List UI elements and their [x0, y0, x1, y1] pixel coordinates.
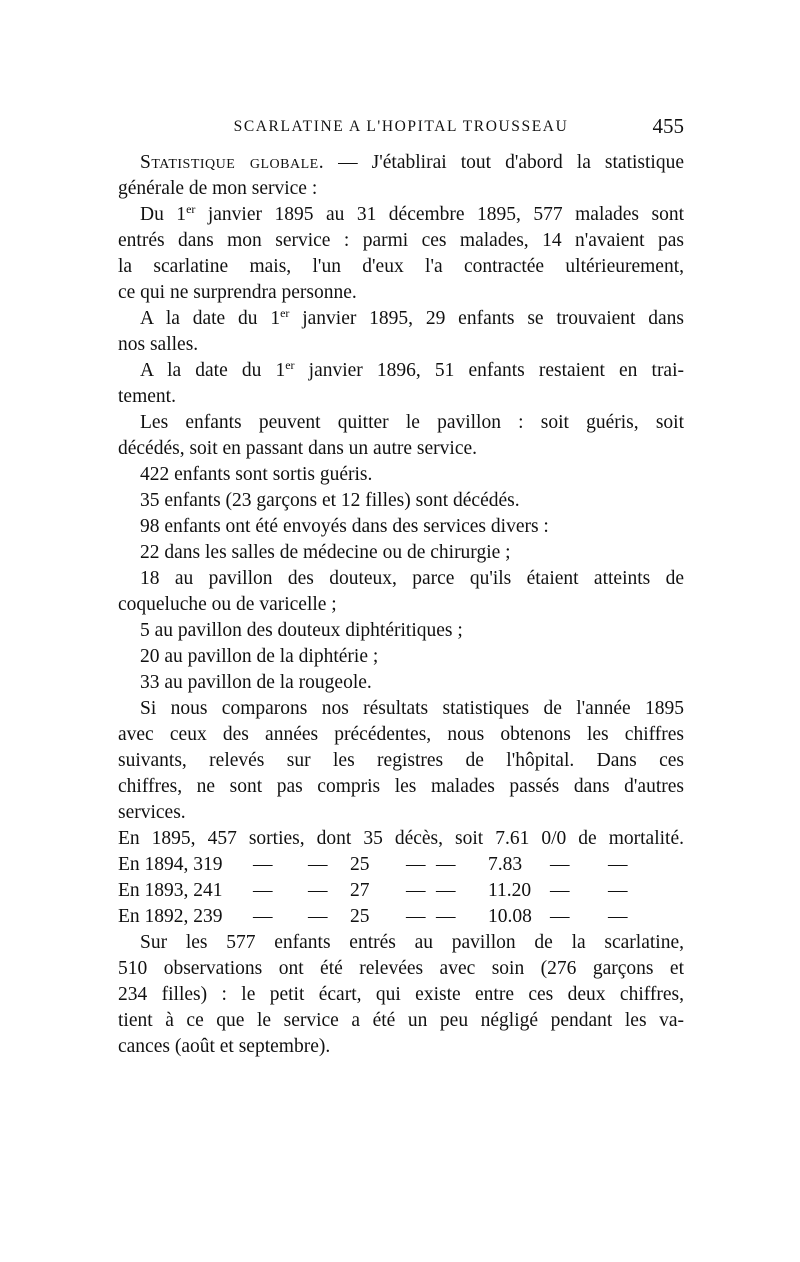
- paragraph-line: ce qui ne surprendra personne.: [118, 282, 357, 303]
- paragraph-line: générale de mon service :: [118, 178, 318, 199]
- table-cell: En 1894, 319: [118, 854, 223, 875]
- table-cell: —: [406, 854, 426, 875]
- table-cell: —: [308, 854, 328, 875]
- paragraph-line: services.: [118, 802, 186, 823]
- text-run: janvier 1896, 51 enfants restaient en trai-: [294, 360, 685, 381]
- text-run: A la date du 1: [140, 360, 286, 381]
- paragraph-line: avec ceux des années précédentes, nous obtenons les chiffres: [118, 724, 684, 745]
- list-item: 20 au pavillon de la diphtérie ;: [140, 646, 379, 667]
- paragraph-line: [118, 150, 684, 176]
- running-header: [118, 114, 684, 140]
- paragraph-line: nos salles.: [118, 334, 199, 355]
- superscript: er: [186, 202, 196, 216]
- paragraph-line: Sur les 577 enfants entrés au pavillon de la scarlatine,: [140, 932, 684, 953]
- table-cell: 25: [350, 854, 370, 875]
- table-cell: —: [608, 906, 628, 927]
- table-row: [118, 878, 684, 904]
- paragraph-line: 234 filles) : le petit écart, qui existe entre ces deux chiffres,: [118, 984, 684, 1005]
- paragraph-line: cances (août et septembre).: [118, 1036, 331, 1057]
- list-item: 18 au pavillon des douteux, parce qu'ils étaient atteints de: [140, 568, 684, 589]
- table-cell: 27: [350, 880, 370, 901]
- table-cell: —: [308, 906, 328, 927]
- text-run: A la date du 1: [140, 308, 281, 329]
- paragraph-line: tient à ce que le service a été un peu négligé pendant les va-: [118, 1010, 684, 1031]
- table-cell: En 1893, 241: [118, 880, 223, 901]
- paragraph-line: entrés dans mon service : parmi ces malades, 14 n'avaient pas: [118, 230, 684, 251]
- list-item: 98 enfants ont été envoyés dans des services divers :: [140, 516, 549, 537]
- table-cell: —: [308, 880, 328, 901]
- table-row: [118, 852, 684, 878]
- superscript: er: [285, 358, 295, 372]
- list-item: 33 au pavillon de la rougeole.: [140, 672, 372, 693]
- table-cell: —: [550, 854, 570, 875]
- page-number: 455: [652, 114, 684, 138]
- table-cell: En 1892, 239: [118, 906, 223, 927]
- table-cell: —: [436, 880, 456, 901]
- paragraph-line: chiffres, ne sont pas compris les malades passés dans d'autres: [118, 776, 684, 797]
- table-cell: —: [406, 880, 426, 901]
- paragraph-line: 510 observations ont été relevées avec soin (276 garçons et: [118, 958, 684, 979]
- table-cell: —: [253, 854, 273, 875]
- table-cell: —: [406, 906, 426, 927]
- text-run: — J'établirai tout d'abord la statistique: [324, 152, 684, 173]
- paragraph-line: décédés, soit en passant dans un autre service.: [118, 438, 477, 459]
- list-item: 35 enfants (23 garçons et 12 filles) sont décédés.: [140, 490, 520, 511]
- paragraph-line: tement.: [118, 386, 176, 407]
- table-cell: 10.08: [488, 906, 532, 927]
- superscript: er: [280, 306, 290, 320]
- table-cell: —: [436, 854, 456, 875]
- text-run: Du 1: [140, 204, 187, 225]
- page-body: [118, 150, 684, 1060]
- table-cell: 25: [350, 906, 370, 927]
- list-item: 422 enfants sont sortis guéris.: [140, 464, 373, 485]
- table-cell: —: [253, 906, 273, 927]
- table-cell: 7.83: [488, 854, 523, 875]
- table-row: En 1895, 457 sorties, dont 35 décès, soit 7.61 0/0 de mortalité.: [118, 828, 684, 849]
- table-cell: —: [550, 906, 570, 927]
- mortality-table: [118, 826, 684, 930]
- table-cell: —: [253, 880, 273, 901]
- table-cell: —: [550, 880, 570, 901]
- running-title: SCARLATINE A L'HOPITAL TROUSSEAU: [233, 118, 569, 135]
- paragraph-line: la scarlatine mais, l'un d'eux l'a contractée ultérieurement,: [118, 256, 684, 277]
- list-item: coqueluche ou de varicelle ;: [118, 594, 337, 615]
- paragraph-line: [118, 306, 684, 332]
- table-row: [118, 904, 684, 930]
- paragraph-line: [118, 202, 684, 228]
- paragraph-line: [118, 358, 684, 384]
- paragraph-line: Les enfants peuvent quitter le pavillon : soit guéris, soit: [140, 412, 684, 433]
- list-item: 5 au pavillon des douteux diphtéritiques ;: [140, 620, 463, 641]
- table-cell: —: [608, 880, 628, 901]
- table-cell: —: [608, 854, 628, 875]
- paragraph-line: suivants, relevés sur les registres de l'hôpital. Dans ces: [118, 750, 684, 771]
- list-item: 22 dans les salles de médecine ou de chirurgie ;: [140, 542, 511, 563]
- text-run: janvier 1895 au 31 décembre 1895, 577 malades sont: [195, 204, 684, 225]
- table-cell: —: [436, 906, 456, 927]
- section-heading: Statistique globale.: [140, 152, 325, 173]
- table-cell: 11.20: [488, 880, 532, 901]
- paragraph-line: Si nous comparons nos résultats statistiques de l'année 1895: [140, 698, 684, 719]
- text-run: janvier 1895, 29 enfants se trouvaient dans: [289, 308, 684, 329]
